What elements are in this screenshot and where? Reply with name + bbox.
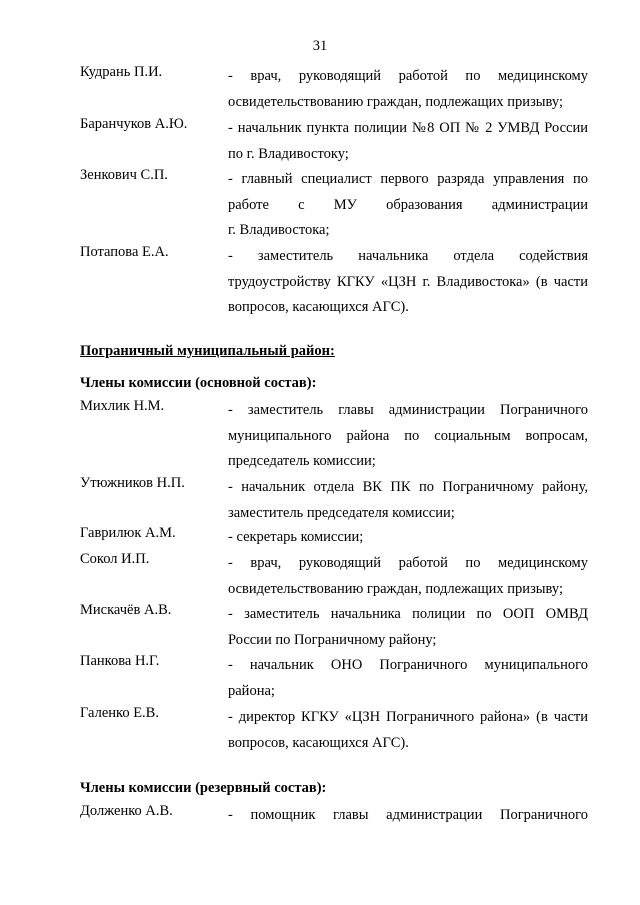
- member-role: [228, 602, 588, 653]
- role-line: работе с МУ образования администрации: [228, 196, 588, 213]
- member-name: Потапова Е.А.: [80, 244, 169, 260]
- member-role: [228, 653, 588, 704]
- role-line: - заместитель главы администрации Пограничного: [228, 402, 588, 418]
- role-line: - директор КГКУ «ЦЗН Пограничного района» (в части: [228, 709, 588, 725]
- role-line: - начальник ОНО Пограничного муниципального: [228, 657, 588, 673]
- page-number: 31: [312, 38, 328, 54]
- member-name: Панкова Н.Г.: [80, 653, 160, 669]
- role-line: - врач, руководящий работой по медицинскому: [228, 68, 588, 84]
- role-line: России по Пограничному району;: [228, 631, 437, 648]
- role-line: вопросов, касающихся АГС).: [228, 299, 409, 316]
- main-members-heading: Члены комиссии (основной состав):: [80, 375, 317, 391]
- member-role: [228, 398, 588, 475]
- role-line: освидетельствованию граждан, подлежащих призыву;: [228, 580, 563, 597]
- role-line: освидетельствованию граждан, подлежащих призыву;: [228, 93, 563, 110]
- role-line: вопросов, касающихся АГС).: [228, 734, 409, 751]
- role-line: г. Владивостока;: [228, 222, 330, 239]
- role-line: - заместитель начальника полиции по ООП ОМВД: [228, 606, 588, 622]
- member-role: [228, 167, 588, 244]
- member-name: Сокол И.П.: [80, 551, 150, 567]
- member-name: Гаврилюк А.М.: [80, 525, 176, 541]
- role-line: заместитель председателя комиссии;: [228, 504, 455, 521]
- member-name: Кудрань П.И.: [80, 64, 163, 80]
- member-name: Долженко А.В.: [80, 803, 173, 819]
- role-line: - начальник отдела ВК ПК по Пограничному району,: [228, 479, 588, 495]
- member-role: [228, 803, 588, 829]
- member-role: [228, 475, 588, 526]
- member-role: [228, 116, 588, 167]
- role-line: - помощник главы администрации Пограничного: [228, 807, 588, 823]
- role-line: муниципального района по социальным вопросам,: [228, 427, 588, 444]
- role-line: - врач, руководящий работой по медицинскому: [228, 555, 588, 571]
- member-name: Утюжников Н.П.: [80, 475, 185, 491]
- role-line: по г. Владивостоку;: [228, 145, 349, 162]
- role-line: - заместитель начальника отдела содействия: [228, 248, 588, 264]
- member-role: [228, 551, 588, 602]
- role-line: председатель комиссии;: [228, 453, 376, 470]
- member-role: [228, 64, 588, 115]
- member-name: Михлик Н.М.: [80, 398, 165, 414]
- role-line: - секретарь комиссии;: [228, 529, 364, 545]
- member-role: [228, 705, 588, 756]
- member-role: [228, 244, 588, 321]
- role-line: района;: [228, 682, 275, 699]
- role-line: - главный специалист первого разряда управления по: [228, 171, 588, 187]
- member-name: Мискачёв А.В.: [80, 602, 172, 618]
- reserve-members-heading: Члены комиссии (резервный состав):: [80, 780, 327, 796]
- role-line: - начальник пункта полиции №8 ОП № 2 УМВД России: [228, 120, 588, 136]
- member-name: Баранчуков А.Ю.: [80, 116, 188, 132]
- member-role: [228, 525, 588, 551]
- role-line: трудоустройству КГКУ «ЦЗН г. Владивостока» (в части: [228, 273, 588, 290]
- member-name: Зенкович С.П.: [80, 167, 168, 183]
- member-name: Галенко Е.В.: [80, 705, 159, 721]
- district-heading: Пограничный муниципальный район:: [80, 343, 335, 359]
